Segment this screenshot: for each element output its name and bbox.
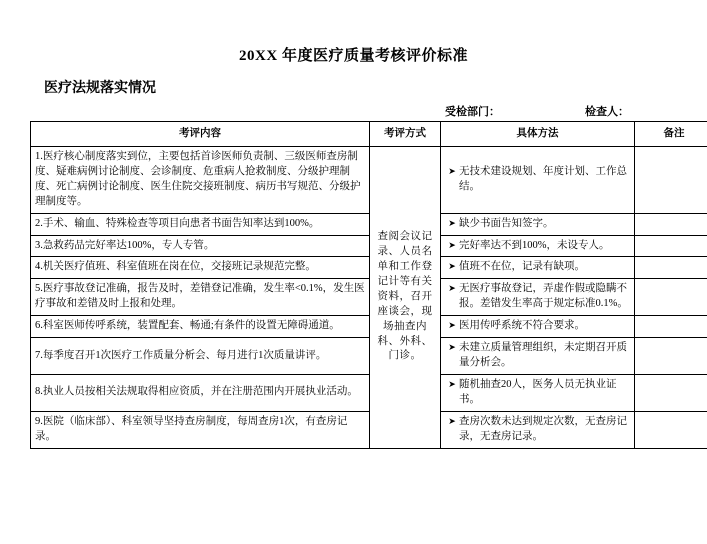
header-method: 具体方法 xyxy=(441,122,635,147)
cell-remark xyxy=(635,257,707,279)
cell-content: 7.每季度召开1次医疗工作质量分析会、每月进行1次质量讲评。 xyxy=(31,338,370,375)
cell-remark xyxy=(635,235,707,257)
header-remark: 备注 xyxy=(635,122,707,147)
table-row xyxy=(31,213,707,235)
method-text: 无技术建设规划、年度计划、工作总结。 xyxy=(459,165,630,195)
document-page xyxy=(0,44,707,544)
cell-content: 9.医院（临床部）、科室领导坚持查房制度，每周查房1次，有查房记录。 xyxy=(31,411,370,448)
cell-method xyxy=(441,235,635,257)
table-body xyxy=(31,147,707,449)
arrow-bullet-icon: ➤ xyxy=(445,378,459,392)
table-row xyxy=(31,257,707,279)
header-way: 考评方式 xyxy=(370,122,441,147)
arrow-bullet-icon: ➤ xyxy=(445,217,459,231)
header-content: 考评内容 xyxy=(31,122,370,147)
page-title: 20XX 年度医疗质量考核评价标准 xyxy=(30,44,677,65)
method-text: 无医疗事故登记，弄虚作假或隐瞒不报。差错发生率高于规定标准0.1%。 xyxy=(459,282,630,312)
cell-remark xyxy=(635,338,707,375)
cell-content: 6.科室医师传呼系统，装置配套、畅通;有条件的设置无障碍通道。 xyxy=(31,316,370,338)
arrow-bullet-icon: ➤ xyxy=(445,415,459,429)
table-header-row xyxy=(31,122,707,147)
cell-method xyxy=(441,411,635,448)
cell-content: 8.执业人员按相关法规取得相应资质，并在注册范围内开展执业活动。 xyxy=(31,374,370,411)
method-text: 完好率达不到100%，未设专人。 xyxy=(459,239,630,254)
meta-row xyxy=(30,103,677,119)
table-row xyxy=(31,316,707,338)
cell-method xyxy=(441,147,635,214)
arrow-bullet-icon: ➤ xyxy=(445,319,459,333)
arrow-bullet-icon: ➤ xyxy=(445,165,459,179)
arrow-bullet-icon: ➤ xyxy=(445,260,459,274)
cell-remark xyxy=(635,411,707,448)
arrow-bullet-icon: ➤ xyxy=(445,239,459,253)
cell-content: 2.手术、输血、特殊检查等项目向患者书面告知率达到100%。 xyxy=(31,213,370,235)
table-row xyxy=(31,374,707,411)
table-header xyxy=(31,122,707,147)
cell-remark xyxy=(635,147,707,214)
cell-method xyxy=(441,279,635,316)
cell-remark xyxy=(635,279,707,316)
cell-method xyxy=(441,213,635,235)
method-text: 医用传呼系统不符合要求。 xyxy=(459,319,630,334)
cell-method xyxy=(441,257,635,279)
cell-content: 1.医疗核心制度落实到位，主要包括首诊医师负责制、三级医师查房制度、疑难病例讨论制度、会诊制度、危重病人抢救制度、分级护理制度、死亡病例讨论制度、医生住院交接班制度、病历书写规范、分级护理制度等。 xyxy=(31,147,370,214)
section-title: 医疗法规落实情况 xyxy=(44,77,677,97)
arrow-bullet-icon: ➤ xyxy=(445,341,459,355)
cell-remark xyxy=(635,374,707,411)
table-row xyxy=(31,338,707,375)
cell-content: 5.医疗事故登记准确，报告及时，差错登记准确，发生率<0.1%，发生医疗事故和差错及时上报和处理。 xyxy=(31,279,370,316)
table-row xyxy=(31,279,707,316)
cell-content: 4.机关医疗值班、科室值班在岗在位，交接班记录规范完整。 xyxy=(31,257,370,279)
cell-content: 3.急救药品完好率达100%，专人专管。 xyxy=(31,235,370,257)
table-row xyxy=(31,411,707,448)
method-text: 查房次数未达到规定次数，无查房记录，无查房记录。 xyxy=(459,415,630,445)
method-text: 未建立质量管理组织，未定期召开质量分析会。 xyxy=(459,341,630,371)
arrow-bullet-icon: ➤ xyxy=(445,282,459,296)
table-row xyxy=(31,235,707,257)
cell-method xyxy=(441,316,635,338)
cell-way-merged: 查阅会议记录、人员名单和工作登记计等有关资料，召开座谈会，现场抽查内科、外科、门诊。 xyxy=(370,147,441,449)
department-label: 受检部门： xyxy=(445,103,500,119)
cell-remark xyxy=(635,316,707,338)
method-text: 值班不在位，记录有缺项。 xyxy=(459,260,630,275)
cell-method xyxy=(441,338,635,375)
method-text: 缺少书面告知签字。 xyxy=(459,217,630,232)
evaluation-table xyxy=(30,121,707,449)
inspector-label: 检查人： xyxy=(585,103,629,119)
cell-method xyxy=(441,374,635,411)
cell-remark xyxy=(635,213,707,235)
method-text: 随机抽查20人，医务人员无执业证书。 xyxy=(459,378,630,408)
table-row xyxy=(31,147,707,214)
